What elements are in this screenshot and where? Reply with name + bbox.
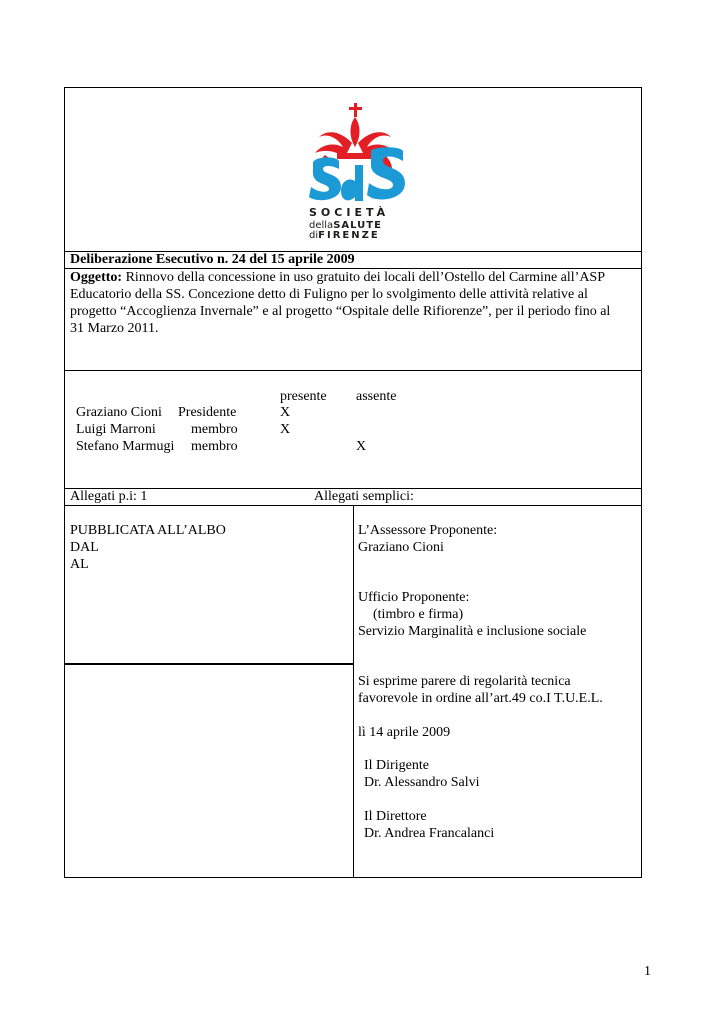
direttore-label: Il Direttore [364,809,427,824]
dirigente-name: Dr. Alessandro Salvi [364,775,480,790]
assessore-name: Graziano Cioni [358,540,444,555]
oggetto-label: Oggetto: [70,270,123,285]
allegati-pi: Allegati p.i: 1 [70,489,148,504]
dal-label: DAL [70,540,99,555]
pubblicata-albo: PUBBLICATA ALL’ALBO [70,523,226,538]
member-presente: X [280,405,291,420]
oggetto-line-1 [70,270,605,286]
dirigente-label: Il Dirigente [364,758,429,773]
divider-header [65,268,641,269]
allegati-semplici: Allegati semplici: [314,489,414,504]
logo-firenze: FIRENZE [318,230,380,241]
member-role: Presidente [178,405,237,420]
logo-line-societa: SOCIETÀ [309,206,390,219]
col-assente-header: assente [356,389,397,404]
member-role: membro [191,422,238,437]
oggetto-line-4: 31 Marzo 2011. [70,321,159,336]
parere-line-1: Si esprime parere di regolarità tecnica [358,674,571,689]
column-divider [353,505,354,878]
member-assente: X [356,439,367,454]
oggetto-text-1: Rinnovo della concessione in uso gratuito dei locali dell’Ostello del Carmine all’ASP [122,270,605,285]
member-name: Stefano Marmugi [76,439,175,454]
assessore-label: L’Assessore Proponente: [358,523,498,538]
logo-line-firenze [309,231,409,241]
logo-della: della [309,220,334,231]
parere-line-2: favorevole in ordine all’art.49 co.I T.U.E.L. [358,691,603,706]
oggetto-line-2: Educatorio della SS. Concezione detto di Fuligno per lo svolgimento delle attività relative al [70,287,588,302]
divider-albo [65,663,353,665]
data-label: lì 14 aprile 2009 [358,725,451,740]
member-presente: X [280,422,291,437]
member-name: Graziano Cioni [76,405,162,420]
direttore-name: Dr. Andrea Francalanci [364,826,495,841]
member-name: Luigi Marroni [76,422,156,437]
deliberazione-title: Deliberazione Esecutivo n. 24 del 15 aprile 2009 [70,252,355,267]
servizio-label: Servizio Marginalità e inclusione sociale [358,624,587,639]
col-presente-header: presente [280,389,327,404]
societa-salute-firenze-logo [305,103,409,241]
ufficio-label: Ufficio Proponente: [358,590,470,605]
member-role: membro [191,439,238,454]
oggetto-line-3: progetto “Accoglienza Invernale” e al progetto “Ospitale delle Rifiorenze”, per il periodo fino al [70,304,611,319]
document-frame [64,87,642,878]
timbro-label: (timbro e firma) [373,607,464,622]
logo-salute: SALUTE [333,220,382,231]
page-number: 1 [644,964,651,979]
logo-di: di [309,230,319,241]
divider-oggetto [65,370,641,371]
al-label: AL [70,557,89,572]
